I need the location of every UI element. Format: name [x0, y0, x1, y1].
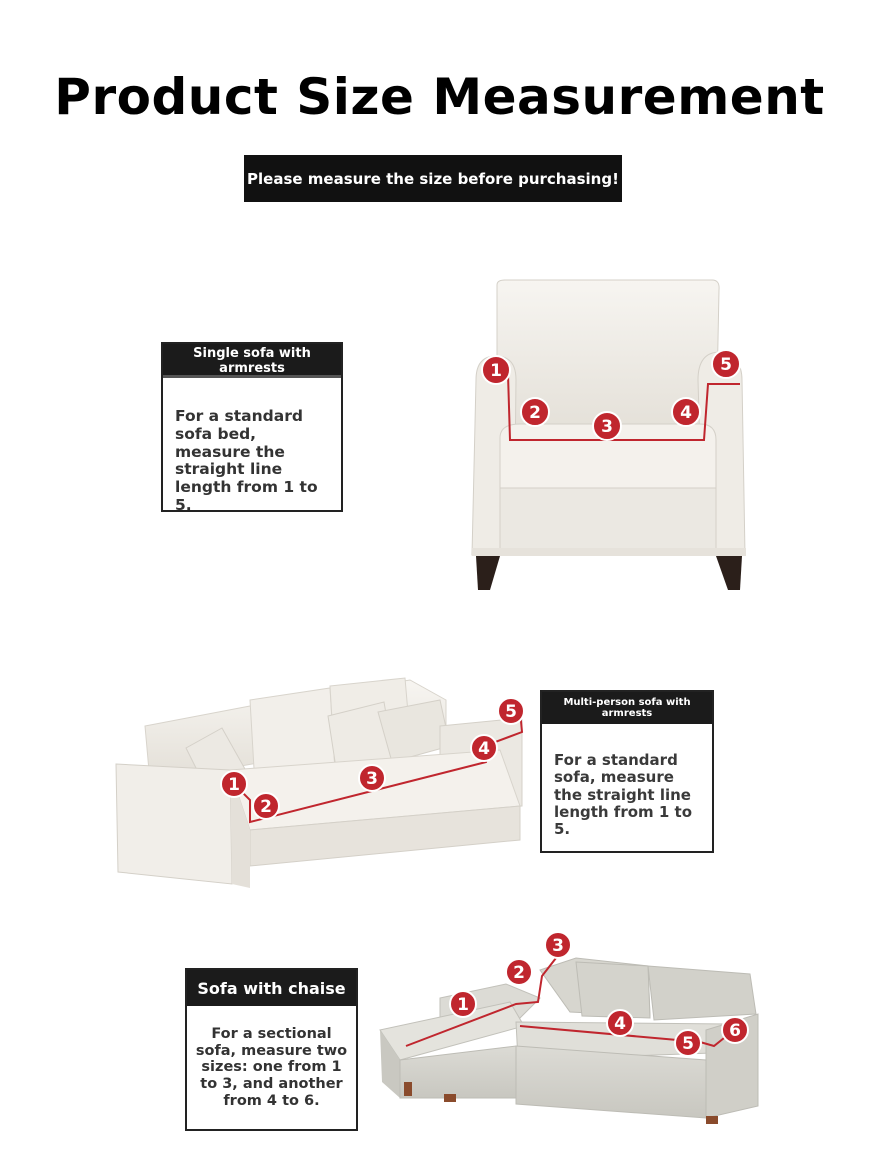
- armchair-marker-2: [521, 398, 549, 426]
- multi-sofa-marker-2: [253, 793, 279, 819]
- svg-text:1: 1: [457, 995, 469, 1015]
- chaise-sofa-marker-3: [545, 932, 571, 958]
- chaise-sofa-instructions: For a sectional sofa, measure two sizes: one from 1 to 3, and another from 4 to 6.: [195, 1026, 348, 1109]
- svg-text:4: 4: [680, 403, 692, 423]
- svg-text:5: 5: [505, 702, 517, 722]
- multi-sofa-marker-1: [221, 771, 247, 797]
- svg-text:3: 3: [601, 417, 613, 437]
- svg-text:2: 2: [529, 403, 541, 423]
- multi-sofa-heading: Multi-person sofa with armrests: [542, 692, 712, 724]
- multi-sofa-marker-4: [471, 735, 497, 761]
- single-sofa-heading: Single sofa with armrests: [163, 344, 341, 378]
- chaise-sofa-marker-1: [450, 991, 476, 1017]
- chaise-sofa-marker-4: [607, 1010, 633, 1036]
- svg-text:1: 1: [490, 361, 502, 381]
- svg-text:1: 1: [228, 775, 240, 795]
- multi-sofa-marker-3: [359, 765, 385, 791]
- svg-text:4: 4: [478, 739, 490, 759]
- svg-text:6: 6: [729, 1021, 741, 1041]
- svg-text:5: 5: [720, 355, 732, 375]
- multi-sofa-marker-5: [498, 698, 524, 724]
- multi-sofa-illustration: [116, 678, 522, 888]
- chaise-sofa-marker-2: [506, 959, 532, 985]
- svg-text:2: 2: [260, 797, 272, 817]
- armchair-marker-1: [482, 356, 510, 384]
- armchair-marker-3: [593, 412, 621, 440]
- svg-text:4: 4: [614, 1014, 626, 1034]
- multi-sofa-instructions: For a standard sofa, measure the straight line length from 1 to 5.: [554, 751, 693, 838]
- measure-notice-banner: Please measure the size before purchasing!: [244, 155, 622, 202]
- chaise-sofa-marker-6: [722, 1017, 748, 1043]
- chaise-sofa-marker-5: [675, 1030, 701, 1056]
- single-sofa-instructions: For a standard sofa bed, measure the straight line length from 1 to 5.: [175, 407, 318, 515]
- armchair-marker-4: [672, 398, 700, 426]
- svg-text:5: 5: [682, 1034, 694, 1054]
- armchair-marker-5: [712, 350, 740, 378]
- svg-text:3: 3: [366, 769, 378, 789]
- svg-text:3: 3: [552, 936, 564, 956]
- page-title: Product Size Measurement: [54, 68, 825, 126]
- svg-text:2: 2: [513, 963, 525, 983]
- chaise-sofa-heading: Sofa with chaise: [187, 970, 356, 1006]
